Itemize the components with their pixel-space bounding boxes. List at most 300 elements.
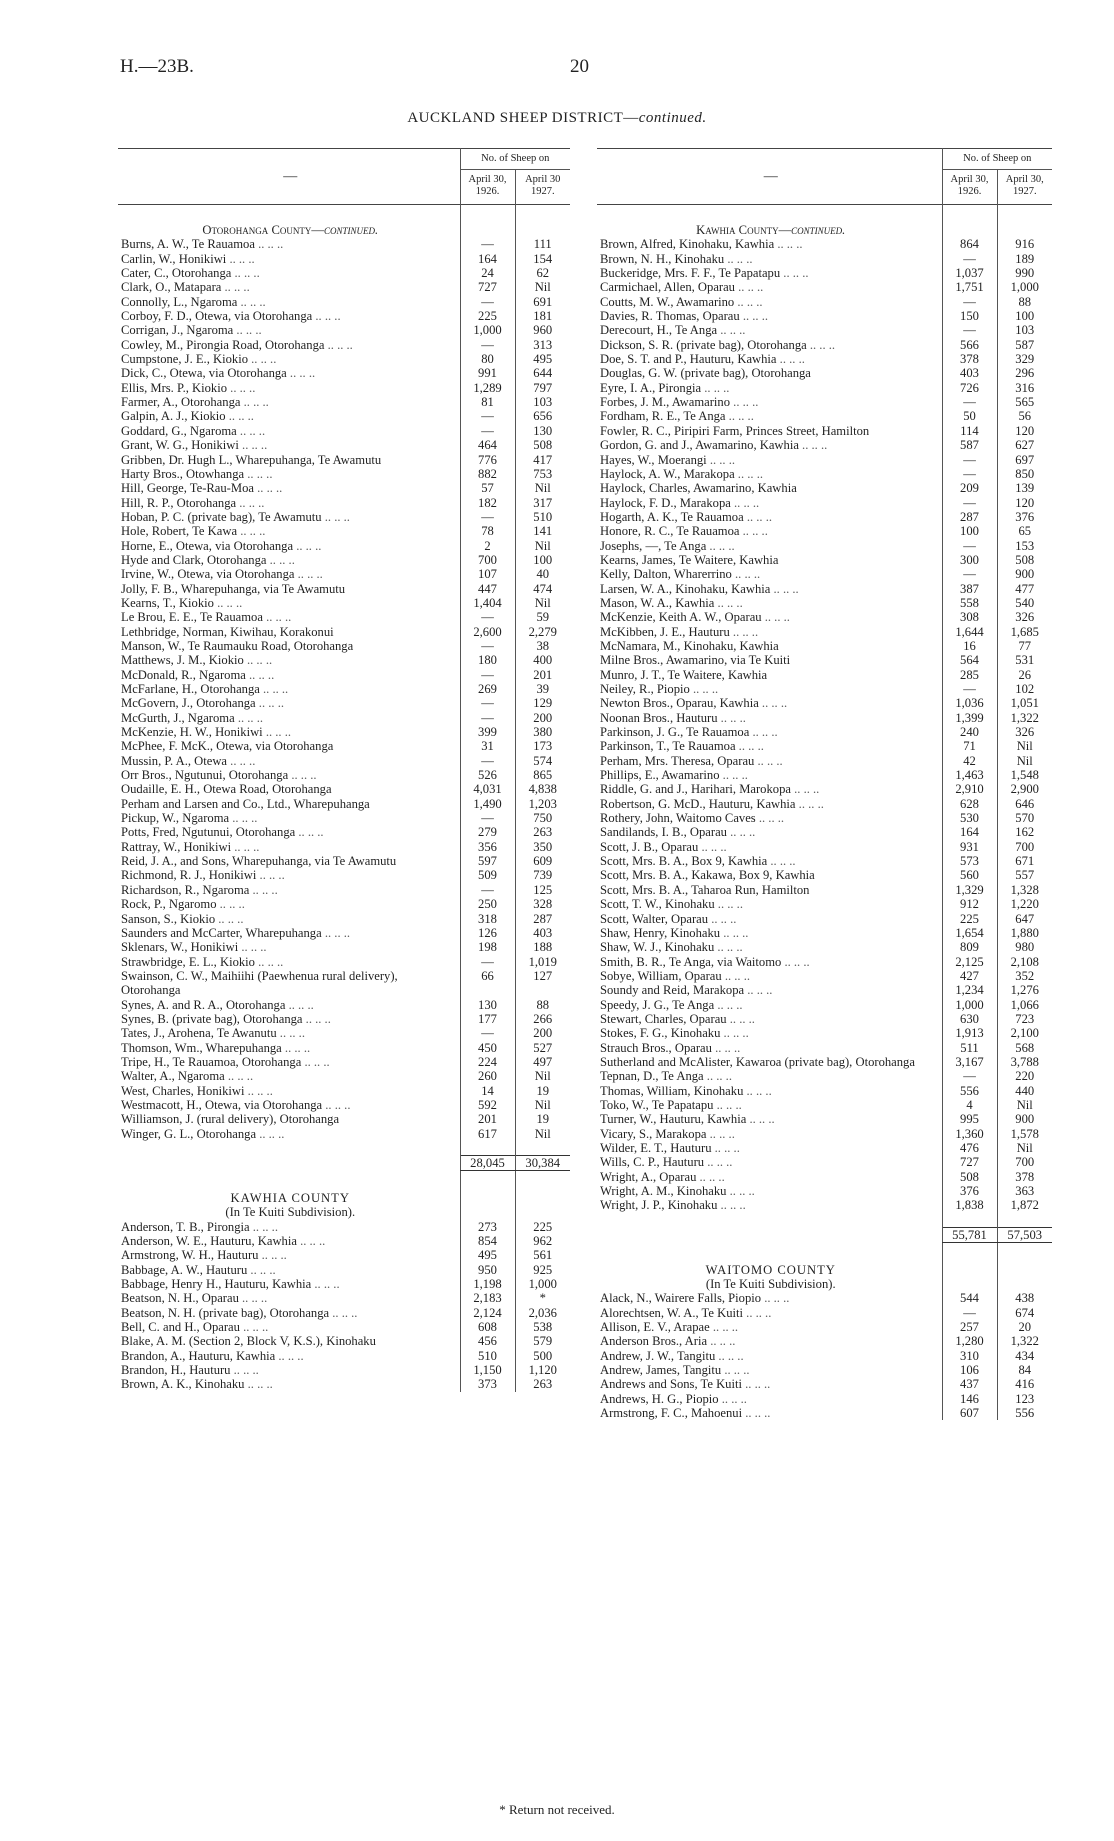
row-name-cell: [118, 596, 460, 610]
row-name: Richardson, R., Ngaroma: [121, 882, 250, 897]
row-name: McGovern, J., Otorohanga: [121, 696, 256, 711]
value-1926: 544: [942, 1291, 997, 1305]
value-1927: 574: [515, 754, 570, 768]
row-name: Wright, J. P., Kinohaku: [600, 1198, 718, 1213]
row-name: Perham, Mrs. Theresa, Oparau: [600, 753, 755, 768]
row-name: Williamson, J. (rural delivery), Otorohanga: [121, 1112, 340, 1127]
value-1926: —: [942, 1069, 997, 1083]
leader-dots: .. .. ..: [707, 1334, 736, 1349]
value-1926: 209: [942, 481, 997, 495]
row-name: Turner, W., Hauturu, Kawhia: [600, 1112, 747, 1127]
value-1927: 120: [997, 424, 1052, 438]
row-name-cell: [597, 854, 942, 868]
leader-dots: .. .. ..: [227, 380, 256, 395]
value-1927: 438: [997, 1291, 1052, 1305]
leader-dots: .. .. ..: [730, 495, 760, 510]
row-name-cell: [597, 496, 942, 510]
value-1926: 126: [460, 926, 515, 940]
row-name: Smith, B. R., Te Anga, via Waitomo: [600, 954, 782, 969]
row-name-cell: [118, 1334, 460, 1348]
row-name: Reid, J. A., and Sons, Wharepuhanga, via Te Awamutu: [121, 854, 397, 869]
value-1926: 1,490: [460, 797, 515, 811]
value-1927: 141: [515, 524, 570, 538]
value-1927: 316: [997, 381, 1052, 395]
value-1927: 378: [997, 1170, 1052, 1184]
row-name: Strawbridge, E. L., Kiokio: [121, 954, 255, 969]
total-label-cell: [597, 1227, 942, 1242]
leader-dots: .. .. ..: [224, 1069, 254, 1084]
row-name: Fowler, R. C., Piripiri Farm, Princes Street, Hamilton: [600, 423, 870, 438]
row-name-cell: [118, 323, 460, 337]
section-heading: [597, 1263, 1052, 1277]
value-1927: 477: [997, 582, 1052, 596]
row-name-cell: [597, 237, 942, 251]
value-1926: 164: [942, 825, 997, 839]
row-name: Stokes, F. G., Kinohaku: [600, 1026, 721, 1041]
leader-dots: .. .. ..: [249, 1219, 278, 1234]
row-name: Hayes, W., Moerangi: [600, 452, 707, 467]
total-1927: 30,384: [515, 1156, 570, 1171]
value-1927: 510: [515, 510, 570, 524]
row-name-cell: [118, 1349, 460, 1363]
value-1927: 326: [997, 610, 1052, 624]
row-name: Manson, W., Te Raumauku Road, Otorohanga: [121, 638, 354, 653]
leader-dots: .. .. ..: [254, 954, 284, 969]
value-1927: 139: [997, 481, 1052, 495]
row-name-cell: [597, 625, 942, 639]
row-name-cell: [597, 1084, 942, 1098]
row-name: McKenzie, H. W., Honikiwi: [121, 725, 263, 740]
leader-dots: .. .. ..: [230, 1362, 259, 1377]
table-row: [597, 998, 1052, 1012]
row-name-cell: [597, 1155, 942, 1169]
value-1927: 153: [997, 539, 1052, 553]
value-1927: 20: [997, 1320, 1052, 1334]
value-1927: 900: [997, 567, 1052, 581]
value-1927: 127: [515, 969, 570, 998]
leader-dots: .. .. ..: [221, 280, 250, 295]
row-name: Scott, Mrs. B. A., Box 9, Kawhia: [600, 854, 768, 869]
row-name: Sandilands, I. B., Oparau: [600, 825, 727, 840]
value-1927: Nil: [997, 1098, 1052, 1112]
leader-dots: .. .. ..: [758, 696, 788, 711]
table-row: [597, 1012, 1052, 1026]
value-1927: Nil: [997, 1141, 1052, 1155]
value-1926: 509: [460, 868, 515, 882]
leader-dots: .. .. ..: [731, 567, 761, 582]
leader-dots: .. .. ..: [743, 1083, 772, 1098]
header-april-1926: April 30, 1926.: [942, 170, 997, 205]
value-1926: 1,280: [942, 1334, 997, 1348]
table-row: [597, 1055, 1052, 1069]
leader-dots: .. .. ..: [761, 1291, 790, 1306]
value-1926: 882: [460, 467, 515, 481]
value-1927: 434: [997, 1349, 1052, 1363]
row-name-cell: [118, 496, 460, 510]
row-name: Anderson, T. B., Pirongia: [121, 1219, 250, 1234]
leader-dots: .. .. ..: [281, 1040, 311, 1055]
value-1927: 26: [997, 668, 1052, 682]
spacer-row: [597, 1243, 1052, 1263]
row-name: McDonald, R., Ngaroma: [121, 667, 246, 682]
value-1927: 400: [515, 653, 570, 667]
row-name: Babbage, A. W., Hauturu: [121, 1262, 248, 1277]
leader-dots: .. .. ..: [725, 409, 754, 424]
value-1926: 995: [942, 1112, 997, 1126]
row-name-cell: [597, 366, 942, 380]
value-1926: 608: [460, 1320, 515, 1334]
table-row: [118, 582, 570, 596]
total-row: [597, 1227, 1052, 1242]
row-name-cell: [118, 295, 460, 309]
value-1926: 1,913: [942, 1026, 997, 1040]
row-name: Douglas, G. W. (private bag), Otorohanga: [600, 366, 811, 381]
table-row: [118, 395, 570, 409]
row-name-cell: [118, 1112, 460, 1126]
value-1926: 1,654: [942, 926, 997, 940]
row-name: Speedy, J. G., Te Anga: [600, 997, 715, 1012]
value-1926: 14: [460, 1084, 515, 1098]
value-1927: 313: [515, 338, 570, 352]
value-1926: 597: [460, 854, 515, 868]
table-row: [597, 983, 1052, 997]
value-1926: 1,000: [460, 323, 515, 337]
value-1926: 80: [460, 352, 515, 366]
row-name-cell: [118, 1263, 460, 1277]
value-1927: 647: [997, 912, 1052, 926]
leader-dots: .. .. ..: [301, 1054, 330, 1069]
value-1926: —: [942, 539, 997, 553]
row-name: Fordham, R. E., Te Anga: [600, 409, 726, 424]
row-name-cell: [118, 1041, 460, 1055]
row-name-cell: [597, 696, 942, 710]
row-name-cell: [597, 309, 942, 323]
value-1926: 182: [460, 496, 515, 510]
table-row: [118, 926, 570, 940]
row-name-cell: [118, 754, 460, 768]
header-dash: —: [283, 168, 298, 184]
section-continued: continued.: [791, 223, 846, 237]
value-1926: 164: [460, 252, 515, 266]
row-name: Thomson, Wm., Wharepuhanga: [121, 1040, 282, 1055]
row-name-cell: [118, 553, 460, 567]
table-row: [118, 840, 570, 854]
value-1926: 456: [460, 1334, 515, 1348]
value-1927: 527: [515, 1041, 570, 1055]
row-name-cell: [118, 1026, 460, 1040]
row-name: Cumpstone, J. E., Kiokio: [121, 352, 248, 367]
value-1926: —: [460, 409, 515, 423]
value-1926: 308: [942, 610, 997, 624]
value-1927: 565: [997, 395, 1052, 409]
leader-dots: .. .. ..: [237, 294, 266, 309]
row-name: Hogarth, A. K., Te Rauamoa: [600, 509, 744, 524]
table-row: [597, 1141, 1052, 1155]
header-april-1927: April 30 1927.: [515, 170, 570, 205]
row-name: Oudaille, E. H., Otewa Road, Otorohanga: [121, 782, 332, 797]
value-1927: Nil: [515, 596, 570, 610]
row-name: Shaw, Henry, Kinohaku: [600, 925, 721, 940]
row-name: Carlin, W., Honikiwi: [121, 251, 227, 266]
value-1926: 526: [460, 768, 515, 782]
row-name: Sklenars, W., Honikiwi: [121, 940, 239, 955]
table-row: [597, 668, 1052, 682]
leader-dots: .. .. ..: [276, 1026, 305, 1041]
leader-dots: .. .. ..: [742, 1406, 771, 1420]
value-1926: 1,360: [942, 1127, 997, 1141]
value-1926: 2,124: [460, 1306, 515, 1320]
value-1927: 326: [997, 725, 1052, 739]
leader-dots: .. .. ..: [741, 1377, 771, 1392]
row-name: Horne, E., Otewa, via Otorohanga: [121, 538, 294, 553]
value-1927: 263: [515, 1377, 570, 1391]
row-name-cell: [597, 639, 942, 653]
value-1926: 240: [942, 725, 997, 739]
value-1926: —: [942, 252, 997, 266]
subdivision-note: (In Te Kuiti Subdivision).: [225, 1205, 356, 1220]
subdivision-note: (In Te Kuiti Subdivision).: [705, 1276, 836, 1291]
row-name: Brandon, A., Hauturu, Kawhia: [121, 1348, 276, 1363]
row-name-cell: [118, 309, 460, 323]
table-row: [597, 596, 1052, 610]
row-name: Cater, C., Otorohanga: [121, 266, 232, 281]
header-rule: [118, 205, 570, 224]
value-1926: —: [942, 682, 997, 696]
table-row: [118, 1055, 570, 1069]
value-1926: 106: [942, 1363, 997, 1377]
table-row: [118, 1220, 570, 1234]
row-name: Mussin, P. A., Otewa: [121, 753, 228, 768]
value-1927: Nil: [997, 739, 1052, 753]
table-row: [118, 424, 570, 438]
leader-dots: .. .. ..: [714, 940, 743, 955]
value-1927: 189: [997, 252, 1052, 266]
row-name: Corrigan, J., Ngaroma: [121, 323, 234, 338]
table-row: [597, 395, 1052, 409]
value-1926: 2,125: [942, 955, 997, 969]
table-row: [118, 553, 570, 567]
table-row: [597, 653, 1052, 667]
row-name: Allison, E. V., Arapae: [600, 1319, 710, 1334]
value-1926: 66: [460, 969, 515, 998]
value-1927: 980: [997, 940, 1052, 954]
value-1926: 225: [460, 309, 515, 323]
row-name: Beatson, N. H. (private bag), Otorohanga: [121, 1305, 330, 1320]
row-name-cell: [118, 438, 460, 452]
row-name-cell: [597, 524, 942, 538]
row-name-cell: [597, 1112, 942, 1126]
row-name: Brown, N. H., Kinohaku: [600, 251, 725, 266]
row-name-cell: [597, 668, 942, 682]
table-row: [118, 1041, 570, 1055]
row-name: Sutherland and McAlister, Kawaroa (private bag), Otorohanga: [600, 1054, 915, 1069]
table-row: [597, 868, 1052, 882]
value-1927: 916: [997, 237, 1052, 251]
value-1927: 1,051: [997, 696, 1052, 710]
leader-dots: .. .. ..: [730, 395, 759, 410]
row-name-cell: [118, 1055, 460, 1069]
row-name-cell: [118, 897, 460, 911]
leader-dots: .. .. ..: [275, 1348, 304, 1363]
table-row: [118, 338, 570, 352]
value-1926: 1,838: [942, 1198, 997, 1212]
row-name: McGurth, J., Ngaroma: [121, 710, 235, 725]
value-1927: 568: [997, 1041, 1052, 1055]
value-1926: 279: [460, 825, 515, 839]
row-name: Noonan Bros., Hauturu: [600, 710, 718, 725]
value-1927: Nil: [515, 1098, 570, 1112]
row-name: Alorechtsen, W. A., Te Kuiti: [600, 1305, 744, 1320]
value-1926: 71: [942, 739, 997, 753]
value-1926: 3,167: [942, 1055, 997, 1069]
row-name-cell: [597, 711, 942, 725]
table-row: [118, 1084, 570, 1098]
value-1926: 931: [942, 840, 997, 854]
leader-dots: .. .. ..: [240, 395, 269, 410]
value-1926: 1,036: [942, 696, 997, 710]
row-name: Doe, S. T. and P., Hauturu, Kawhia: [600, 352, 777, 367]
row-name-cell: [118, 1291, 460, 1305]
row-name-cell: [597, 424, 942, 438]
row-name: Tepnan, D., Te Anga: [600, 1069, 704, 1084]
value-1927: 508: [515, 438, 570, 452]
row-name-cell: [597, 295, 942, 309]
row-name: Haylock, A. W., Marakopa: [600, 466, 735, 481]
leader-dots: .. .. ..: [302, 1011, 331, 1026]
row-name-cell: [597, 1349, 942, 1363]
leader-dots: .. .. ..: [321, 509, 350, 524]
row-name: Wright, A. M., Kinohaku: [600, 1184, 727, 1199]
row-name-cell: [118, 1306, 460, 1320]
leader-dots: .. .. ..: [720, 925, 749, 940]
value-1926: 287: [942, 510, 997, 524]
row-name-cell: [597, 969, 942, 983]
leader-dots: .. .. ..: [781, 954, 810, 969]
value-1927: 2,900: [997, 782, 1052, 796]
row-name: Robertson, G. McD., Hauturu, Kawhia: [600, 796, 796, 811]
row-name-cell: [597, 840, 942, 854]
leader-dots: .. .. ..: [735, 739, 764, 754]
value-1927: 200: [515, 711, 570, 725]
total-row: [118, 1156, 570, 1171]
table-row: [597, 639, 1052, 653]
table-row: [118, 711, 570, 725]
value-1927: 474: [515, 582, 570, 596]
section-subheading: [597, 1277, 1052, 1291]
leader-dots: .. .. ..: [311, 1276, 340, 1291]
leader-dots: .. .. ..: [704, 1155, 733, 1170]
row-name: Haylock, F. D., Marakopa: [600, 495, 731, 510]
table-row: [597, 1041, 1052, 1055]
value-1927: 797: [515, 381, 570, 395]
value-1926: 1,399: [942, 711, 997, 725]
row-name-cell: [597, 1055, 942, 1069]
table-row: [118, 955, 570, 969]
section-continued: continued.: [323, 223, 379, 237]
row-name-cell: [597, 825, 942, 839]
row-name: Anderson, W. E., Hauturu, Kawhia: [121, 1233, 297, 1248]
value-1926: 376: [942, 1184, 997, 1198]
section-heading: [597, 223, 1052, 237]
value-1926: 1,289: [460, 381, 515, 395]
leader-dots: .. .. ..: [329, 1305, 358, 1320]
value-1927: 508: [997, 553, 1052, 567]
value-1926: 630: [942, 1012, 997, 1026]
leader-dots: .. .. ..: [729, 624, 759, 639]
table-row: [597, 1392, 1052, 1406]
value-1927: 350: [515, 840, 570, 854]
leader-dots: .. .. ..: [718, 1391, 747, 1406]
value-1926: —: [460, 668, 515, 682]
table-row: [118, 1349, 570, 1363]
value-1927: 750: [515, 811, 570, 825]
row-name-cell: [597, 252, 942, 266]
row-name-cell: [118, 252, 460, 266]
value-1927: 1,000: [997, 280, 1052, 294]
section-title: [597, 223, 942, 237]
row-name: Hill, George, Te-Rau-Moa: [121, 481, 254, 496]
value-1926: 177: [460, 1012, 515, 1026]
row-name: Coutts, M. W., Awamarino: [600, 294, 735, 309]
row-name: Scott, Mrs. B. A., Taharoa Run, Hamilton: [600, 882, 810, 897]
leader-dots: .. .. ..: [726, 1011, 755, 1026]
value-1926: 511: [942, 1041, 997, 1055]
row-name: Harty Bros., Otowhanga: [121, 466, 245, 481]
row-name: Connolly, L., Ngaroma: [121, 294, 238, 309]
left-column: [118, 148, 570, 1392]
row-name: Hill, R. P., Otorohanga: [121, 495, 237, 510]
leader-dots: .. .. ..: [714, 897, 743, 912]
table-row: [118, 438, 570, 452]
row-name-cell: [597, 1012, 942, 1026]
row-name: Vicary, S., Marakopa: [600, 1126, 707, 1141]
table-header-top: [597, 149, 1052, 170]
value-1927: 1,872: [997, 1198, 1052, 1212]
leader-dots: .. .. ..: [754, 753, 783, 768]
right-sheep-table: [597, 148, 1052, 1420]
row-name-cell: [597, 868, 942, 882]
leader-dots: .. .. ..: [711, 1141, 740, 1155]
row-name: Newton Bros., Oparau, Kawhia: [600, 696, 759, 711]
value-1927: 287: [515, 912, 570, 926]
row-name: Forbes, J. M., Awamarino: [600, 395, 731, 410]
value-1927: 62: [515, 266, 570, 280]
row-name-cell: [118, 696, 460, 710]
table-row: [118, 969, 570, 998]
leader-dots: .. .. ..: [234, 710, 264, 725]
value-1927: 570: [997, 811, 1052, 825]
row-name-cell: [597, 725, 942, 739]
table-row: [597, 825, 1052, 839]
value-1926: 617: [460, 1127, 515, 1141]
table-row: [597, 510, 1052, 524]
row-name: Buckeridge, Mrs. F. F., Te Papatapu: [600, 266, 781, 281]
row-name-cell: [118, 395, 460, 409]
value-1927: 416: [997, 1377, 1052, 1391]
value-1926: —: [460, 1026, 515, 1040]
row-name-cell: [597, 438, 942, 452]
row-name-cell: [597, 338, 942, 352]
leader-dots: .. .. ..: [739, 524, 768, 539]
row-name-cell: [118, 424, 460, 438]
county-title: WAITOMO COUNTY: [705, 1262, 836, 1277]
value-1927: Nil: [515, 1069, 570, 1083]
table-row: [118, 1098, 570, 1112]
leader-dots: .. .. ..: [746, 1112, 775, 1127]
leader-dots: .. .. ..: [719, 768, 748, 783]
value-1927: 154: [515, 252, 570, 266]
leader-dots: .. .. ..: [776, 352, 805, 367]
